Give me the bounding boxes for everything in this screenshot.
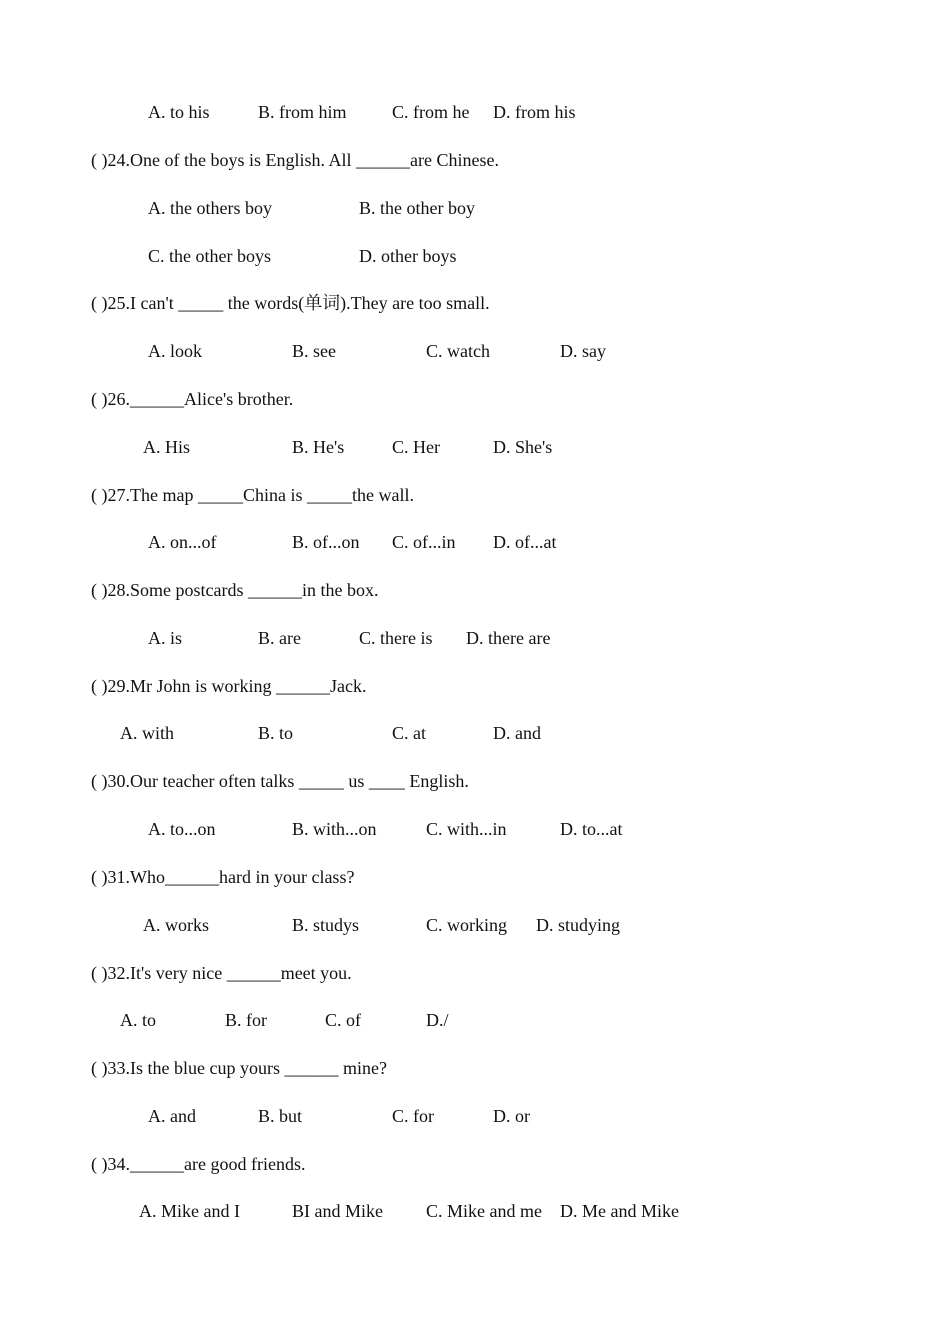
q34-question: ( )34.______are good friends. [91, 1154, 306, 1174]
q28-option-c: C. there is [359, 628, 433, 648]
q31-option-a: A. works [143, 915, 209, 935]
q33-option-a: A. and [148, 1106, 196, 1126]
q33-option-c: C. for [392, 1106, 434, 1126]
q34-option-b: BI and Mike [292, 1201, 383, 1221]
q34-option-a: A. Mike and I [139, 1201, 240, 1221]
q29-option-b: B. to [258, 723, 294, 743]
q25-option-a: A. look [148, 341, 202, 361]
q32-question: ( )32.It's very nice ______meet you. [91, 963, 352, 983]
q33-option-b: B. but [258, 1106, 303, 1126]
q23-option-c: C. from he [392, 102, 470, 122]
q28-question: ( )28.Some postcards ______in the box. [91, 580, 379, 600]
q33-option-d: D. or [493, 1106, 530, 1126]
q31-option-d: D. studying [536, 915, 621, 935]
q29-option-d: D. and [493, 723, 541, 743]
q29-option-a: A. with [120, 723, 174, 743]
q30-option-c: C. with...in [426, 819, 507, 839]
q24-question: ( )24.One of the boys is English. All ______are Chinese. [91, 150, 499, 170]
q25-option-b: B. see [292, 341, 336, 361]
q29-question: ( )29.Mr John is working ______Jack. [91, 676, 367, 696]
q28-option-b: B. are [258, 628, 301, 648]
q26-option-d: D. She's [493, 437, 553, 457]
q25-option-c: C. watch [426, 341, 490, 361]
q31-question: ( )31.Who______hard in your class? [91, 867, 355, 887]
q26-option-b: B. He's [292, 437, 345, 457]
q26-option-c: C. Her [392, 437, 440, 457]
q27-option-d: D. of...at [493, 532, 557, 552]
q34-option-c: C. Mike and me [426, 1201, 542, 1221]
q32-option-c: C. of [325, 1010, 361, 1030]
q31-option-c: C. working [426, 915, 507, 935]
q32-option-a: A. to [120, 1010, 156, 1030]
q24-option-b: B. the other boy [359, 198, 475, 218]
q29-option-c: C. at [392, 723, 426, 743]
q23-option-d: D. from his [493, 102, 576, 122]
q24-option-a: A. the others boy [148, 198, 272, 218]
q24-option-c: C. the other boys [148, 246, 271, 266]
q30-option-a: A. to...on [148, 819, 216, 839]
q27-option-c: C. of...in [392, 532, 456, 552]
q32-option-b: B. for [225, 1010, 267, 1030]
q31-option-b: B. studys [292, 915, 360, 935]
q28-option-a: A. is [148, 628, 183, 648]
q30-option-b: B. with...on [292, 819, 377, 839]
q23-option-a: A. to his [148, 102, 210, 122]
q26-option-a: A. His [143, 437, 191, 457]
q28-option-d: D. there are [466, 628, 551, 648]
q25-option-d: D. say [560, 341, 606, 361]
q34-option-d: D. Me and Mike [560, 1201, 679, 1221]
q27-question: ( )27.The map _____China is _____the wall. [91, 485, 414, 505]
q33-question: ( )33.Is the blue cup yours ______ mine? [91, 1058, 387, 1078]
q23-option-b: B. from him [258, 102, 347, 122]
q25-question: ( )25.I can't _____ the words(单词).They are too small. [91, 293, 490, 313]
q30-question: ( )30.Our teacher often talks _____ us ____ English. [91, 771, 469, 791]
q30-option-d: D. to...at [560, 819, 623, 839]
q26-question: ( )26.______Alice's brother. [91, 389, 294, 409]
q24-option-d: D. other boys [359, 246, 457, 266]
q27-option-b: B. of...on [292, 532, 360, 552]
q32-option-d: D./ [426, 1010, 449, 1030]
q27-option-a: A. on...of [148, 532, 217, 552]
